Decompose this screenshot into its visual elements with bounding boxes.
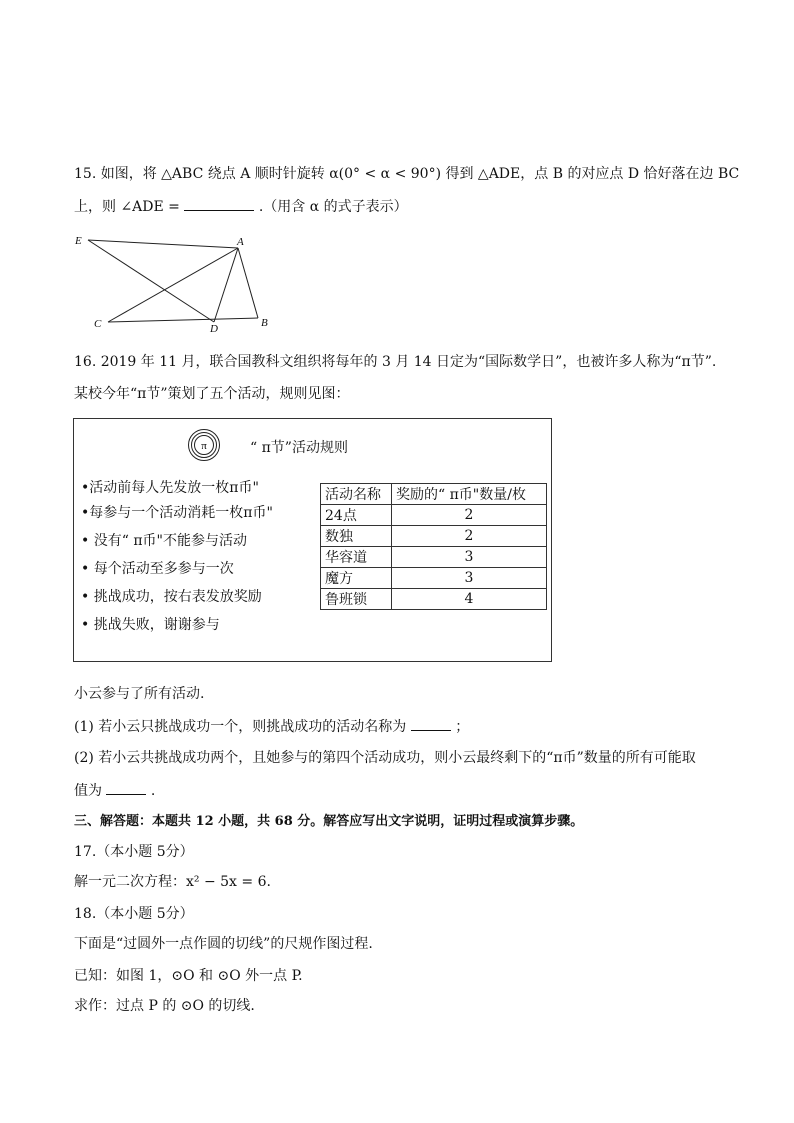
rule-item: •每参与一个活动消耗一枚π币" [81, 505, 273, 521]
q16-part2-answer-blank [106, 780, 146, 795]
rules-title: “ π节”活动规则 [250, 440, 348, 456]
q15-line2 [74, 196, 408, 217]
q18-header: 18.（本小题 5分） [74, 906, 194, 922]
rule-item: • 挑战失败，谢谢参与 [81, 617, 220, 633]
reward-cell: 3 [392, 568, 547, 589]
q16-part2-suffix: . [150, 783, 156, 799]
table-row [321, 568, 547, 589]
q15-line2-prefix: 上，则 ∠ADE = [74, 199, 180, 215]
reward-table [320, 483, 547, 610]
label-C: C [94, 318, 102, 330]
q15-line2-suffix: .（用含 α 的式子表示） [258, 199, 408, 215]
table-row [321, 589, 547, 610]
q16-part2-line2 [74, 780, 155, 801]
rule-item: •活动前每人先发放一枚π币" [81, 480, 259, 496]
header-activity-name: 活动名称 [321, 484, 392, 505]
q17-body: 解一元二次方程：x² − 5x = 6. [74, 874, 271, 890]
q17-header: 17.（本小题 5分） [74, 844, 194, 860]
segment-CA [108, 248, 238, 322]
q16-part2-line1: (2) 若小云共挑战成功两个，且她参与的第四个活动成功，则小云最终剩下的“π币”数量的所有可能取 [74, 750, 696, 766]
label-B: B [261, 317, 268, 329]
activity-name-cell: 数独 [321, 526, 392, 547]
segment-AB [238, 248, 258, 318]
rotation-triangle-figure [70, 232, 280, 336]
table-row [321, 526, 547, 547]
q16-line1: 16. 2019 年 11 月，联合国教科文组织将每年的 3 月 14 日定为“国际数学日”，也被许多人称为“π节”. [74, 354, 717, 370]
q16-line2: 某校今年“π节”策划了五个活动，规则见图： [74, 386, 350, 402]
q15-answer-blank [184, 196, 254, 211]
rule-item: • 没有“ π币"不能参与活动 [81, 533, 247, 549]
q16-part1-suffix: ； [455, 719, 470, 735]
q16-part1-prefix: (1) 若小云只挑战成功一个，则挑战成功的活动名称为 [74, 719, 407, 735]
header-reward-count: 奖励的“ π币"数量/枚 [392, 484, 547, 505]
q16-intro: 小云参与了所有活动. [74, 686, 205, 702]
q16-part2-prefix: 值为 [74, 783, 102, 799]
pi-day-rules-box [73, 418, 552, 662]
reward-cell: 2 [392, 505, 547, 526]
q18-line1: 下面是“过圆外一点作圆的切线”的尺规作图过程. [74, 936, 373, 952]
section-heading: 三、解答题：本题共 12 小题，共 68 分。解答应写出文字说明，证明过程或演算步骤。 [74, 814, 584, 829]
table-row [321, 547, 547, 568]
q16-part1-answer-blank [411, 716, 451, 731]
table-row [321, 505, 547, 526]
reward-cell: 3 [392, 547, 547, 568]
reward-cell: 4 [392, 589, 547, 610]
activity-name-cell: 24点 [321, 505, 392, 526]
rule-item: • 挑战成功，按右表发放奖励 [81, 589, 262, 605]
segment-EA [88, 240, 238, 248]
segment-CB [108, 318, 258, 322]
q18-line3: 求作：过点 P 的 ⊙O 的切线. [74, 998, 255, 1014]
activity-name-cell: 鲁班锁 [321, 589, 392, 610]
segment-ED [88, 240, 214, 322]
label-D: D [210, 323, 218, 335]
pi-emblem-text: π [201, 440, 207, 452]
q16-part1 [74, 716, 469, 737]
activity-name-cell: 魔方 [321, 568, 392, 589]
reward-cell: 2 [392, 526, 547, 547]
activity-name-cell: 华容道 [321, 547, 392, 568]
pi-emblem-icon [187, 428, 221, 462]
table-header-row [321, 484, 547, 505]
label-E: E [75, 235, 82, 247]
rule-item: • 每个活动至多参与一次 [81, 561, 234, 577]
q18-line2: 已知：如图 1，⊙O 和 ⊙O 外一点 P. [74, 968, 303, 984]
label-A: A [237, 236, 244, 248]
q15-line1: 15. 如图，将 △ABC 绕点 A 顺时针旋转 α(0° < α < 90°) 得到 △ADE，点 B 的对应点 D 恰好落在边 BC [74, 166, 740, 182]
